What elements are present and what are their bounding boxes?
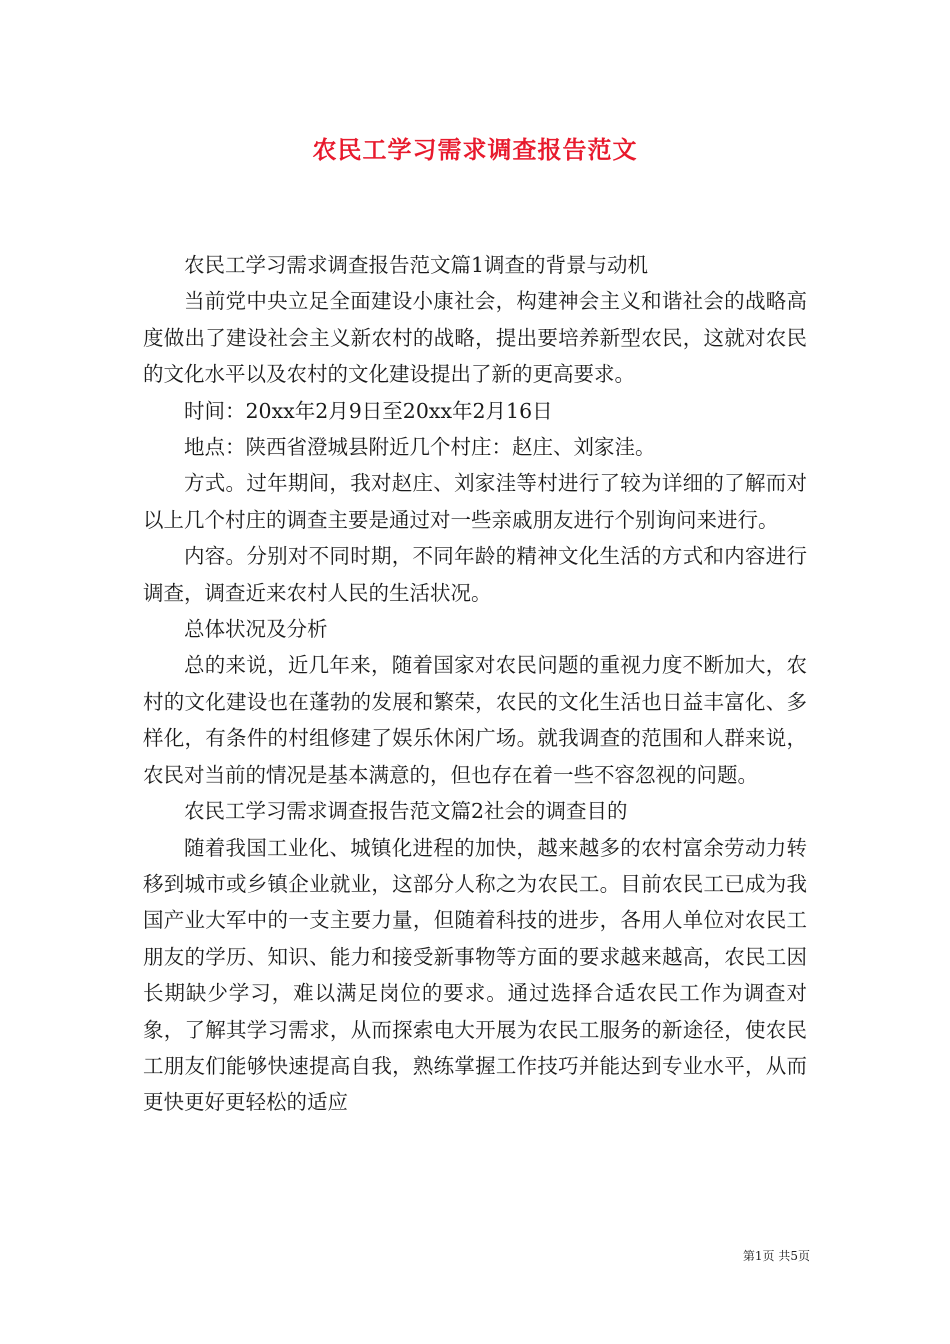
document-title: 农民工学习需求调查报告范文 (312, 135, 638, 164)
paragraph: 总体状况及分析 (184, 617, 328, 642)
paragraph: 当前党中央立足全面建设小康社会，构建神会主义和谐社会的战略高度做出了建设社会主义新农村的战略，提出要培养新型农民，这就对农民的文化水平以及农村的文化建设提出了新的更高要求。 (143, 289, 807, 387)
paragraph: 总的来说，近几年来，随着国家对农民问题的重视力度不断加大，农村的文化建设也在蓬勃的发展和繁荣，农民的文化生活也日益丰富化、多样化，有条件的村组修建了娱乐休闲广场。就我调查的范围和人群来说，农民对当前的情况是基本满意的，但也存在着一些不容忽视的问题。 (143, 653, 807, 787)
page-number: 第1页 共5页 (742, 1249, 810, 1263)
paragraph: 时间：20xx年2月9日至20xx年2月16日 (184, 398, 553, 423)
paragraph: 农民工学习需求调查报告范文篇2社会的调查目的 (184, 799, 628, 824)
paragraph: 随着我国工业化、城镇化进程的加快，越来越多的农村富余劳动力转移到城市或乡镇企业就业，这部分人称之为农民工。目前农民工已成为我国产业大军中的一支主要力量，但随着科技的进步，各用人单位对农民工朋友的学历、知识、能力和接受新事物等方面的要求越来越高，农民工因长期缺少学习，难以满足岗位的要求。通过选择合适农民工作为调查对象，了解其学习需求，从而探索电大开展为农民工服务的新途径，使农民工朋友们能够快速提高自我，熟练掌握工作技巧并能达到专业水平，从而更快更好更轻松的适应 (143, 835, 807, 1115)
document-body (143, 247, 807, 1121)
paragraph: 农民工学习需求调查报告范文篇1调查的背景与动机 (184, 253, 649, 277)
paragraph: 地点：陕西省澄城县附近几个村庄：赵庄、刘家洼。 (184, 435, 656, 460)
paragraph: 内容。分别对不同时期，不同年龄的精神文化生活的方式和内容进行调查，调查近来农村人民的生活状况。 (143, 544, 807, 605)
paragraph: 方式。过年期间，我对赵庄、刘家洼等村进行了较为详细的了解而对以上几个村庄的调查主要是通过对一些亲戚朋友进行个别询问来进行。 (143, 471, 807, 532)
